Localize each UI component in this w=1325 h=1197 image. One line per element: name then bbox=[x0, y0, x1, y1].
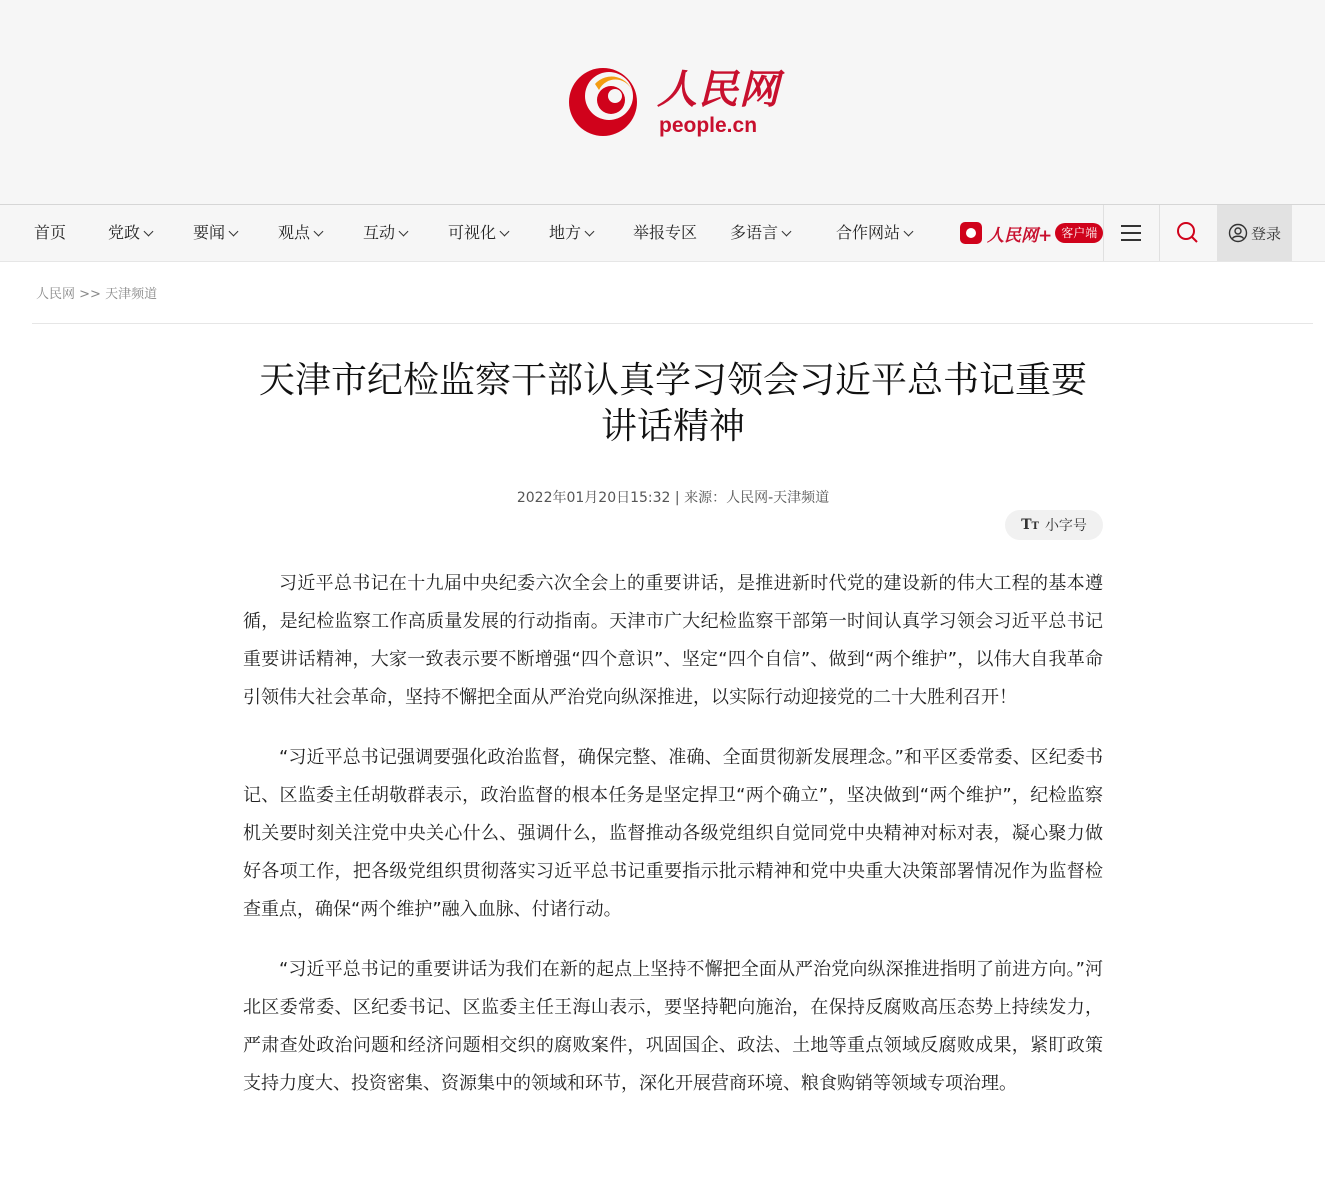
breadcrumb-home-link[interactable]: 人民网 bbox=[36, 287, 76, 302]
search-icon[interactable] bbox=[1160, 205, 1216, 261]
nav-item-interact[interactable] bbox=[363, 205, 407, 261]
article-body bbox=[243, 565, 1103, 1125]
article-paragraph: 习近平总书记在十九届中央纪委六次全会上的重要讲话，是推进新时代党的建设新的伟大工程的基本遵循，是纪检监察工作高质量发展的行动指南。天津市广大纪检监察干部第一时间认真学习领会习近平总书记重要讲话精神，大家一致表示要不断增强“四个意识”、坚定“四个自信”、做到“两个维护”，以伟大自我革命引领伟大社会革命，坚持不懈把全面从严治党向纵深推进，以实际行动迎接党的二十大胜利召开！ bbox=[243, 573, 1103, 708]
app-logo-icon bbox=[960, 222, 982, 244]
nav-label: 互动 bbox=[363, 223, 396, 242]
chevron-down-icon bbox=[904, 227, 914, 237]
nav-item-news[interactable] bbox=[193, 205, 237, 261]
breadcrumb bbox=[36, 283, 157, 302]
nav-item-report[interactable] bbox=[633, 205, 697, 261]
app-download-link[interactable] bbox=[960, 219, 1103, 247]
nav-item-visual[interactable] bbox=[448, 205, 508, 261]
chevron-down-icon bbox=[399, 227, 409, 237]
login-button[interactable] bbox=[1217, 205, 1292, 261]
nav-item-partners[interactable] bbox=[836, 205, 912, 261]
nav-label: 多语言 bbox=[730, 223, 779, 242]
article-paragraph: “习近平总书记的重要讲话为我们在新的起点上坚持不懈把全面从严治党向纵深推进指明了前进方向。”河北区委常委、区纪委书记、区监委主任王海山表示，要坚持靶向施治，在保持反腐败高压态势上持续发力，严肃查处政治问题和经济问题相交织的腐败案件，巩固国企、政法、土地等重点领域反腐败成果，紧盯政策支持力度大、投资密集、资源集中的领域和环节，深化开展营商环境、粮食购销等领域专项治理。 bbox=[243, 959, 1103, 1094]
article-paragraph: “习近平总书记强调要强化政治监督，确保完整、准确、全面贯彻新发展理念。”和平区委常委、区纪委书记、区监委主任胡敬群表示，政治监督的根本任务是坚定捍卫“两个确立”，坚决做到“两个维护”，纪检监察机关要时刻关注党中央关心什么、强调什么，监督推动各级党组织自觉同党中央精神对标对表，凝心聚力做好各项工作，把各级党组织贯彻落实习近平总书记重要指示批示精神和党中央重大决策部署情况作为监督检查重点，确保“两个维护”融入血脉、付诸行动。 bbox=[243, 747, 1103, 920]
nav-label: 首页 bbox=[34, 223, 67, 242]
nav-item-party-gov[interactable] bbox=[108, 205, 152, 261]
nav-label: 举报专区 bbox=[633, 223, 698, 242]
nav-label: 要闻 bbox=[193, 223, 226, 242]
user-icon bbox=[1228, 223, 1248, 243]
nav-item-opinion[interactable] bbox=[278, 205, 322, 261]
login-label: 登录 bbox=[1250, 224, 1281, 243]
logo-text-cn: 人民网 bbox=[657, 66, 780, 113]
chevron-down-icon bbox=[144, 227, 154, 237]
site-header bbox=[0, 0, 1325, 205]
nav-label: 合作网站 bbox=[836, 223, 901, 242]
chevron-down-icon bbox=[500, 227, 510, 237]
font-size-label: 小字号 bbox=[1044, 518, 1087, 534]
divider bbox=[32, 323, 1313, 324]
main-nav bbox=[0, 205, 1325, 262]
chevron-down-icon bbox=[314, 227, 324, 237]
article-title: 天津市纪检监察干部认真学习领会习近平总书记重要讲话精神 bbox=[258, 360, 1087, 447]
nav-label: 地方 bbox=[549, 223, 582, 242]
nav-label: 可视化 bbox=[448, 223, 497, 242]
chevron-down-icon bbox=[782, 227, 792, 237]
nav-item-languages[interactable] bbox=[730, 205, 790, 261]
nav-label: 观点 bbox=[278, 223, 311, 242]
breadcrumb-separator: >> bbox=[79, 287, 101, 302]
nav-label: 党政 bbox=[108, 223, 141, 242]
nav-item-local[interactable] bbox=[549, 205, 593, 261]
chevron-down-icon bbox=[585, 227, 595, 237]
breadcrumb-channel-link[interactable]: 天津频道 bbox=[105, 287, 158, 302]
site-logo[interactable] bbox=[565, 56, 795, 146]
logo-emblem-icon bbox=[565, 60, 645, 140]
logo-text-en: people.cn bbox=[659, 114, 758, 137]
font-size-icon: TT bbox=[1021, 517, 1039, 533]
app-badge: 客户端 bbox=[1055, 223, 1103, 243]
nav-item-home[interactable] bbox=[34, 205, 66, 261]
app-name: 人民网+ bbox=[987, 225, 1053, 246]
chevron-down-icon bbox=[229, 227, 239, 237]
article-meta: 2022年01月20日15:32 | 来源：人民网-天津频道 bbox=[516, 490, 830, 506]
font-size-toggle-button[interactable] bbox=[1005, 510, 1103, 540]
menu-icon[interactable] bbox=[1104, 205, 1158, 261]
